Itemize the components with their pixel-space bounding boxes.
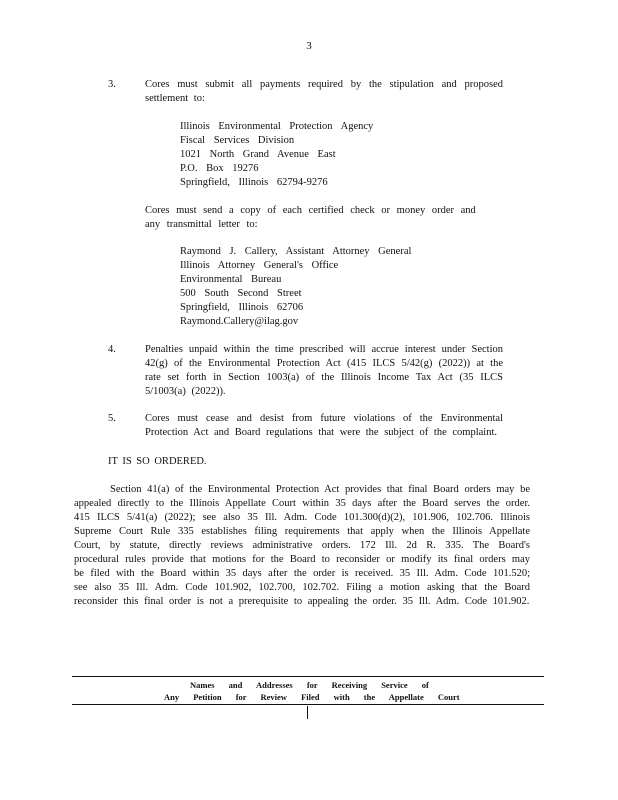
copy-instruction: Cores must send a copy of each certified check or money order and any transmittal letter to: [145, 205, 476, 230]
list-item-number: 5. [108, 413, 116, 424]
address-line: Springfield, Illinois 62706 [180, 302, 304, 313]
address-line: Illinois Environmental Protection Agency [180, 121, 374, 132]
list-item-text: Cores must submit all payments required by the stipulation and proposed settlement to: [145, 79, 503, 104]
page-number: 3 [306, 40, 312, 52]
address-line: 1021 North Grand Avenue East [180, 149, 336, 160]
list-item-number: 3. [108, 79, 116, 90]
address-line: Illinois Attorney General's Office [180, 260, 339, 271]
list-item-text: Penalties unpaid within the time prescribed will accrue interest under Section 42(g) of the Environmental Protection Act (415 ILCS 5/42(g) (2022)) at the rate set forth in Section 1003(a) of the Illinois Income Tax Act (35 ILCS 5/1003(a) (2022)). [145, 344, 503, 397]
table-header-line-2: Any Petition for Review Filed with the Appellate Court [164, 692, 460, 702]
list-item-number: 4. [108, 344, 116, 355]
table-bottom-rule [72, 704, 544, 705]
address-line: 500 South Second Street [180, 288, 302, 299]
address-line: Environmental Bureau [180, 274, 282, 285]
copy-address [180, 245, 411, 329]
address-line: Raymond.Callery@ilag.gov [180, 316, 299, 327]
appeal-paragraph-text: Section 41(a) of the Environmental Protection Act provides that final Board orders may be appealed directly to the Illinois Appellate Court within 35 days after the Board serves the order. 415 ILCS 5/41(a) (2022); see also 35 Ill. Adm. Code 101.300(d)(2), 101.906, 102.706. Illinois Supreme Court Rule 335 establishes filing requirements that apply when the Illinois Appellate Court, by statute, directly reviews administrative orders. 172 Ill. 2d R. 335. The Board's procedural rules provide that motions for the Board to reconsider or modify its final orders may be filed with the Board within 35 days after the order is received. 35 Ill. Adm. Code 101.520; see also 35 Ill. Adm. Code 101.902, 102.700, 102.702. Filing a motion asking that the Board reconsider this final order is not a prerequisite to appealing the order. 35 Ill. Adm. Code 101.902. [74, 484, 530, 607]
address-line: P.O. Box 19276 [180, 163, 259, 174]
text-cursor [307, 706, 308, 719]
payee-address [180, 120, 373, 190]
table-header-line-1: Names and Addresses for Receiving Service of [190, 680, 429, 690]
address-line: Raymond J. Callery, Assistant Attorney General [180, 246, 412, 257]
ordered-statement: IT IS SO ORDERED. [108, 456, 207, 467]
appeal-paragraph [74, 483, 530, 609]
list-item-text: Cores must cease and desist from future violations of the Environmental Protection Act and Board regulations that were the subject of the complaint. [145, 413, 503, 438]
address-line: Fiscal Services Division [180, 135, 295, 146]
table-top-rule [72, 676, 544, 677]
address-line: Springfield, Illinois 62794-9276 [180, 177, 328, 188]
